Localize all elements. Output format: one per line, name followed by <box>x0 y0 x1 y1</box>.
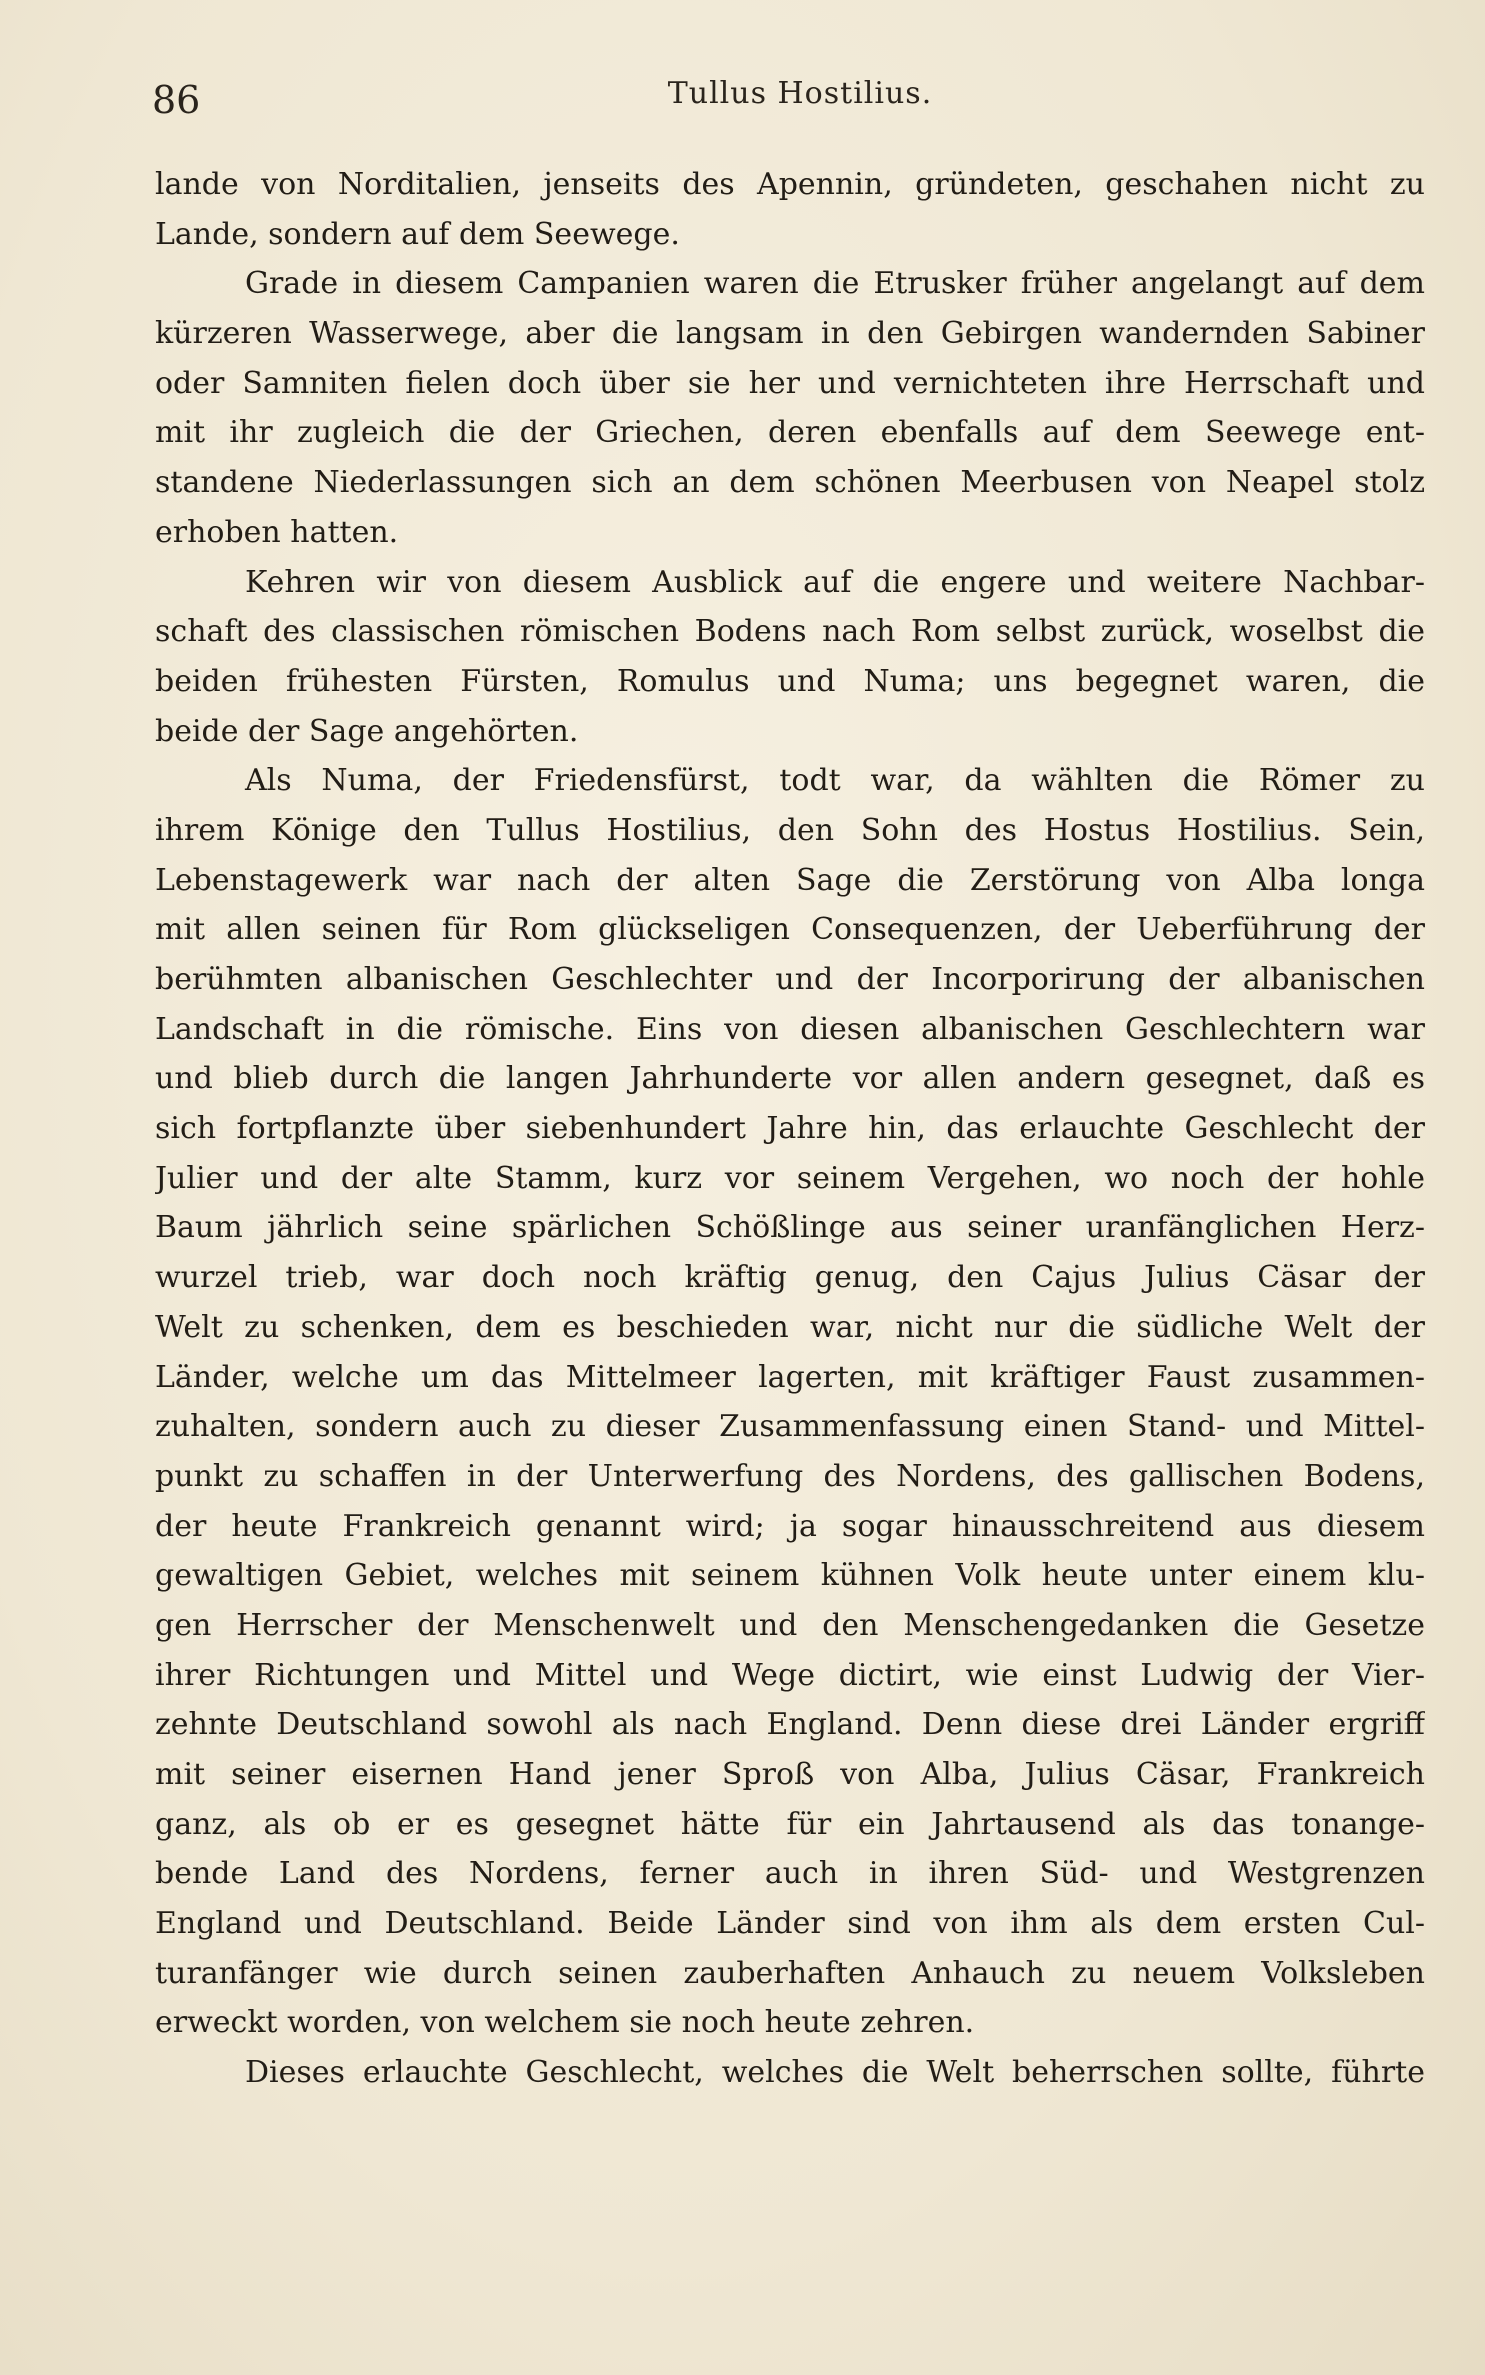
text-line: sich fortpflanzte über siebenhundert Jahre hin, das erlauchte Geschlecht der <box>155 1111 1425 1147</box>
text-line: zuhalten, sondern auch zu dieser Zusammenfassung einen Stand- und Mittel- <box>155 1409 1425 1445</box>
text-line: mit seiner eisernen Hand jener Sproß von Alba, Julius Cäsar, Frankreich <box>155 1757 1425 1792</box>
text-line: mit allen seinen für Rom glückseligen Consequenzen, der Ueberführung der <box>155 912 1425 948</box>
text-line: standene Niederlassungen sich an dem schönen Meerbusen von Neapel stolz <box>155 465 1425 501</box>
text-line: lande von Norditalien, jenseits des Apennin, gründeten, geschahen nicht zu <box>155 167 1425 202</box>
text-line: berühmten albanischen Geschlechter und der Incorporirung der albanischen <box>155 962 1425 997</box>
text-line: der heute Frankreich genannt wird; ja sogar hinausschreitend aus diesem <box>155 1508 1425 1544</box>
text-line: beiden frühesten Fürsten, Romulus und Numa; uns begegnet waren, die <box>155 663 1425 699</box>
text-line: Grade in diesem Campanien waren die Etrusker früher angelangt auf dem <box>245 266 1425 302</box>
text-line: Als Numa, der Friedensfürst, todt war, da wählten die Römer zu <box>245 763 1425 799</box>
text-line: England und Deutschland. Beide Länder sind von ihm als dem ersten Cul- <box>155 1906 1425 1942</box>
text-line: ihrem Könige den Tullus Hostilius, den Sohn des Hostus Hostilius. Sein, <box>155 812 1425 848</box>
text-line: Länder, welche um das Mittelmeer lagerten, mit kräftiger Faust zusammen- <box>155 1359 1425 1395</box>
text-line: erhoben hatten. <box>155 514 399 550</box>
text-line: Baum jährlich seine spärlichen Schößlinge aus seiner uranfänglichen Herz- <box>155 1210 1425 1246</box>
text-line: Landschaft in die römische. Eins von diesen albanischen Geschlechtern war <box>155 1011 1425 1047</box>
text-line: Lebenstagewerk war nach der alten Sage die Zerstörung von Alba longa <box>155 862 1425 898</box>
text-line: Welt zu schenken, dem es beschieden war, nicht nur die südliche Welt der <box>155 1309 1425 1345</box>
text-line: mit ihr zugleich die der Griechen, deren ebenfalls auf dem Seewege ent- <box>155 415 1425 451</box>
text-line: gen Herrscher der Menschenwelt und den Menschengedanken die Gesetze <box>155 1607 1425 1643</box>
text-line: oder Samniten fielen doch über sie her und vernichteten ihre Herrschaft und <box>155 365 1425 401</box>
text-line: ganz, als ob er es gesegnet hätte für ein Jahrtausend als das tonange- <box>155 1806 1425 1842</box>
text-line: bende Land des Nordens, ferner auch in ihren Süd- und Westgrenzen <box>155 1856 1425 1892</box>
text-line: Dieses erlauchte Geschlecht, welches die Welt beherrschen sollte, führte <box>245 2055 1425 2091</box>
text-line: Lande, sondern auf dem Seewege. <box>155 216 680 252</box>
body-text <box>155 160 1425 2098</box>
text-line: ihrer Richtungen und Mittel und Wege dictirt, wie einst Ludwig der Vier- <box>155 1657 1425 1693</box>
text-line: beide der Sage angehörten. <box>155 713 579 749</box>
text-line: und blieb durch die langen Jahrhunderte vor allen andern gesegnet, daß es <box>155 1061 1425 1097</box>
text-line: Kehren wir von diesem Ausblick auf die engere und weitere Nachbar- <box>245 564 1425 600</box>
text-line: punkt zu schaffen in der Unterwerfung des Nordens, des gallischen Bodens, <box>155 1458 1425 1494</box>
page-number: 86 <box>152 78 201 122</box>
text-line: zehnte Deutschland sowohl als nach England. Denn diese drei Länder ergriff <box>155 1707 1425 1743</box>
text-line: kürzeren Wasserwege, aber die langsam in den Gebirgen wandernden Sabiner <box>155 316 1425 352</box>
running-head: Tullus Hostilius. <box>667 76 933 111</box>
text-line: schaft des classischen römischen Bodens nach Rom selbst zurück, woselbst die <box>155 614 1425 650</box>
text-line: Julier und der alte Stamm, kurz vor seinem Vergehen, wo noch der hohle <box>155 1160 1425 1196</box>
text-line: gewaltigen Gebiet, welches mit seinem kühnen Volk heute unter einem klu- <box>155 1558 1425 1594</box>
text-line: turanfänger wie durch seinen zauberhaften Anhauch zu neuem Volksleben <box>155 1955 1425 1991</box>
text-line: wurzel trieb, war doch noch kräftig genug, den Cajus Julius Cäsar der <box>155 1260 1425 1296</box>
text-line: erweckt worden, von welchem sie noch heute zehren. <box>155 2005 975 2041</box>
